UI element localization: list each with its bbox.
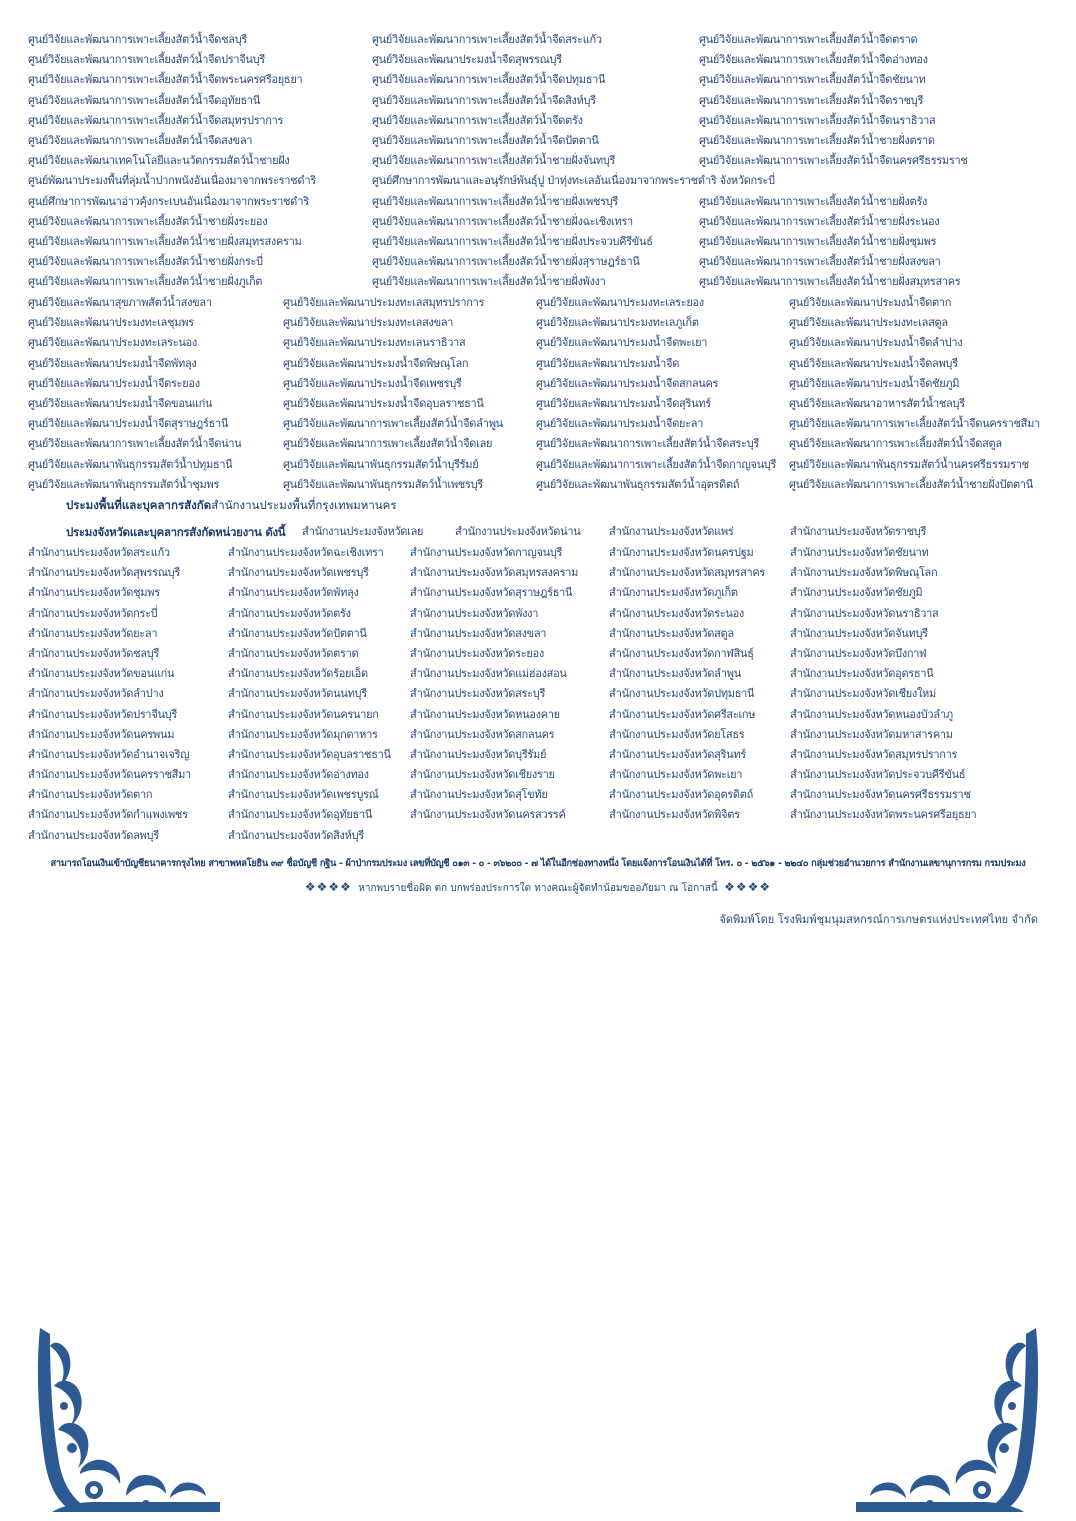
- list-item: สำนักงานประมงจังหวัดชัยนาท: [790, 546, 929, 559]
- table-row: [0, 70, 1076, 90]
- list-item: สำนักงานประมงจังหวัดอ่างทอง: [228, 768, 369, 782]
- list-item: สำนักงานประมงจังหวัดสุพรรณบุรี: [28, 566, 180, 580]
- list-item: ศูนย์วิจัยและพัฒนาประมงน้ำจืดชัยภูมิ: [789, 376, 960, 390]
- table-row: [0, 192, 1076, 212]
- list-item: ศูนย์วิจัยและพัฒนาการเพาะเลี้ยงสัตว์น้ำชายฝั่งสมุทรสงคราม: [28, 234, 302, 248]
- list-item: ศูนย์วิจัยและพัฒนาประมงน้ำจืดสุราษฎร์ธานี: [28, 417, 229, 431]
- list-item: ศูนย์วิจัยและพัฒนาประมงน้ำจืดยะลา: [536, 417, 704, 431]
- list-item: สำนักงานประมงจังหวัดสกลนคร: [410, 727, 555, 741]
- list-item: ศูนย์วิจัยและพัฒนาการเพาะเลี้ยงสัตว์น้ำชายฝั่งสุราษฎร์ธานี: [372, 255, 640, 269]
- list-item: สำนักงานประมงจังหวัดตราด: [228, 646, 359, 660]
- list-item: สำนักงานประมงจังหวัดเชียงราย: [410, 768, 555, 782]
- list-item: ศูนย์วิจัยและพัฒนาการเพาะเลี้ยงสัตว์น้ำจืดพระนครศรีอยุธยา: [28, 73, 303, 87]
- list-item: สำนักงานประมงจังหวัดหนองคาย: [410, 707, 560, 721]
- list-item: ศูนย์วิจัยและพัฒนาการเพาะเลี้ยงสัตว์น้ำชายฝั่งสงขลา: [699, 255, 941, 269]
- table-row: [0, 151, 1076, 171]
- list-item: สำนักงานประมงจังหวัดจันทบุรี: [790, 626, 928, 640]
- table-row: [0, 414, 1076, 434]
- list-item: สำนักงานประมงจังหวัดเพชรบูรณ์: [228, 788, 379, 802]
- list-item: สำนักงานประมงจังหวัดบุรีรัมย์: [410, 747, 547, 761]
- list-item: สำนักงานประมงจังหวัดหนองบัวลำภู: [790, 707, 953, 721]
- list-item: ศูนย์วิจัยและพัฒนาการเพาะเลี้ยงสัตว์น้ำชายฝั่งชุมพร: [699, 234, 937, 248]
- list-item: ศูนย์วิจัยและพัฒนาการเพาะเลี้ยงสัตว์น้ำจืดสงขลา: [28, 133, 253, 147]
- list-item: สำนักงานประมงจังหวัดสมุทรปราการ: [790, 747, 958, 761]
- list-item: ศูนย์วิจัยและพัฒนาการเพาะเลี้ยงสัตว์น้ำชายฝั่งระยอง: [28, 214, 268, 228]
- list-item: ศูนย์วิจัยและพัฒนาการเพาะเลี้ยงสัตว์น้ำชายฝั่งกระบี่: [28, 255, 263, 269]
- table-row: [0, 475, 1076, 495]
- table-row: [0, 252, 1076, 272]
- list-item: สำนักงานประมงจังหวัดพะเยา: [609, 768, 743, 782]
- corner-ornament-left-icon: [34, 1326, 224, 1516]
- list-item: ศูนย์วิจัยและพัฒนาประมงทะเลสงขลา: [283, 316, 454, 330]
- list-item: สำนักงานประมงจังหวัดนครสวรรค์: [410, 808, 566, 822]
- table-row: [0, 434, 1076, 454]
- list-item: สำนักงานประมงจังหวัดพระนครศรีอยุธยา: [790, 808, 977, 822]
- list-item: สำนักงานประมงจังหวัดสุราษฎร์ธานี: [410, 586, 573, 600]
- list-item: สำนักงานประมงจังหวัดระยอง: [410, 646, 544, 660]
- list-item: ศูนย์วิจัยและพัฒนาการเพาะเลี้ยงสัตว์น้ำจืดสระบุรี: [536, 437, 760, 451]
- list-item: สำนักงานประมงจังหวัดปราจีนบุรี: [28, 707, 177, 721]
- table-row: [0, 604, 1076, 624]
- list-item: สำนักงานประมงจังหวัดเลย: [302, 525, 424, 538]
- list-item: ศูนย์วิจัยและพัฒนาประมงน้ำจืดเพชรบุรี: [283, 376, 462, 390]
- corner-ornament-right-icon: [852, 1326, 1042, 1516]
- list-item: สำนักงานประมงจังหวัดมุกดาหาร: [228, 727, 378, 741]
- table-row: [0, 111, 1076, 131]
- table-row: [0, 745, 1076, 765]
- list-item: ศูนย์วิจัยและพัฒนาประมงทะเลระนอง: [28, 336, 197, 350]
- list-item: ศูนย์วิจัยและพัฒนาการเพาะเลี้ยงสัตว์น้ำจืดปราจีนบุรี: [28, 53, 265, 67]
- list-item: ศูนย์วิจัยและพัฒนาการเพาะเลี้ยงสัตว์น้ำชายฝั่งสมุทรสาคร: [699, 275, 961, 289]
- list-item: ศูนย์วิจัยและพัฒนาการเพาะเลี้ยงสัตว์น้ำจืดชัยนาท: [699, 73, 926, 87]
- table-row: [0, 131, 1076, 151]
- list-item: สำนักงานประมงจังหวัดนครนายก: [228, 707, 379, 721]
- list-item: ศูนย์วิจัยและพัฒนาประมงทะเลสมุทรปราการ: [283, 296, 485, 309]
- table-row: [0, 212, 1076, 232]
- list-item: ศูนย์วิจัยและพัฒนาการเพาะเลี้ยงสัตว์น้ำชายฝั่งประจวบคีรีขันธ์: [372, 234, 653, 248]
- list-item: ศูนย์วิจัยและพัฒนาประมงน้ำจืดตาก: [789, 296, 952, 309]
- list-item: สำนักงานประมงจังหวัดบึงกาฬ: [790, 646, 927, 660]
- table-row: [0, 705, 1076, 725]
- list-item: ศูนย์ศึกษาการพัฒนาอ่าวคุ้งกระเบนอันเนื่องมาจากพระราชดำริ: [28, 194, 309, 208]
- table-row: [0, 765, 1076, 785]
- list-item: สำนักงานประมงจังหวัดแพร่: [609, 525, 734, 538]
- list-item: สำนักงานประมงจังหวัดขอนแก่น: [28, 667, 175, 681]
- table-row: [0, 333, 1076, 353]
- provincial-heading-row: [0, 522, 1076, 542]
- table-row: [0, 374, 1076, 394]
- list-item: ศูนย์วิจัยและพัฒนาการเพาะเลี้ยงสัตว์น้ำชายฝั่งปัตตานี: [789, 477, 1033, 491]
- list-item: ศูนย์วิจัยและพัฒนาการเพาะเลี้ยงสัตว์น้ำจืดเลย: [283, 437, 493, 451]
- list-item: ศูนย์วิจัยและพัฒนาการเพาะเลี้ยงสัตว์น้ำจืดสิงห์บุรี: [372, 93, 596, 107]
- list-item: ศูนย์วิจัยและพัฒนาการเพาะเลี้ยงสัตว์น้ำจืดราชบุรี: [699, 93, 924, 107]
- list-item: ศูนย์วิจัยและพัฒนาการเพาะเลี้ยงสัตว์น้ำจืดสระแก้ว: [372, 33, 602, 46]
- table-row: [0, 272, 1076, 292]
- list-item: ศูนย์วิจัยและพัฒนาการเพาะเลี้ยงสัตว์น้ำจืดนราธิวาส: [699, 113, 936, 127]
- list-item: สำนักงานประมงจังหวัดเพชรบุรี: [228, 566, 369, 580]
- list-item: สำนักงานประมงจังหวัดนครศรีธรรมราช: [790, 788, 971, 802]
- list-item: ศูนย์วิจัยและพัฒนาการเพาะเลี้ยงสัตว์น้ำจืดน่าน: [28, 437, 242, 451]
- list-item: สำนักงานประมงจังหวัดเชียงใหม่: [790, 687, 936, 701]
- list-item: ศูนย์วิจัยและพัฒนาการเพาะเลี้ยงสัตว์น้ำชายฝั่งตรัง: [699, 194, 928, 208]
- stars-right: ❖❖❖❖: [724, 880, 772, 894]
- table-row: [0, 725, 1076, 745]
- list-item: สำนักงานประมงจังหวัดสุโขทัย: [410, 788, 548, 802]
- list-item: ศูนย์วิจัยและพัฒนาพันธุกรรมสัตว์น้ำเพชรบุรี: [283, 477, 483, 491]
- table-row: [0, 826, 1076, 846]
- apology-text: หากพบรายชื่อผิด ตก บกพร่องประการใด ทางคณะผู้จัดทำน้อมขออภัยมา ณ โอกาสนี้: [358, 883, 718, 894]
- list-item: ศูนย์วิจัยและพัฒนาการเพาะเลี้ยงสัตว์น้ำจืดตราด: [699, 33, 918, 46]
- list-item: สำนักงานประมงจังหวัดนครปฐม: [609, 546, 754, 559]
- list-item: ศูนย์วิจัยและพัฒนาการเพาะเลี้ยงสัตว์น้ำจืดนครราชสีมา: [789, 417, 1040, 431]
- list-item: สำนักงานประมงจังหวัดพิจิตร: [609, 808, 740, 822]
- list-item: สำนักงานประมงจังหวัดร้อยเอ็ด: [228, 667, 368, 681]
- table-row: [0, 624, 1076, 644]
- printed-by: จัดพิมพ์โดย โรงพิมพ์ชุมนุมสหกรณ์การเกษตรแห่งประเทศไทย จำกัด: [719, 913, 1038, 926]
- list-item: สำนักงานประมงจังหวัดปัตตานี: [228, 626, 367, 640]
- list-item: ศูนย์วิจัยและพัฒนาประมงน้ำจืด: [536, 356, 680, 370]
- table-row: [0, 583, 1076, 603]
- list-item: สำนักงานประมงจังหวัดศรีสะเกษ: [609, 707, 756, 721]
- list-item: ศูนย์วิจัยและพัฒนาเทคโนโลยีและนวัตกรรมสัตว์น้ำชายฝั่ง: [28, 154, 290, 168]
- table-row: [0, 394, 1076, 414]
- list-item: ศูนย์วิจัยและพัฒนาอาหารสัตว์น้ำชลบุรี: [789, 396, 965, 410]
- list-item: ศูนย์วิจัยและพัฒนาสุขภาพสัตว์น้ำสงขลา: [28, 296, 212, 309]
- list-item: สำนักงานประมงจังหวัดลพบุรี: [28, 828, 159, 842]
- list-item: สำนักงานประมงจังหวัดอุตรดิตถ์: [609, 788, 753, 802]
- list-item: สำนักงานประมงจังหวัดนราธิวาส: [790, 606, 939, 620]
- list-item: สำนักงานประมงจังหวัดสุรินทร์: [609, 747, 746, 761]
- list-item: ศูนย์วิจัยและพัฒนาประมงน้ำจืดสุพรรณบุรี: [372, 53, 562, 67]
- table-row: [0, 50, 1076, 70]
- list-item: ศูนย์พัฒนาประมงพื้นที่ลุ่มน้ำปากพนังอันเนื่องมาจากพระราชดำริ: [28, 174, 316, 188]
- apology-note: [0, 880, 1076, 896]
- list-item: สำนักงานประมงจังหวัดฉะเชิงเทรา: [228, 546, 384, 559]
- list-item: สำนักงานประมงจังหวัดชัยภูมิ: [790, 586, 923, 600]
- table-row: [0, 684, 1076, 704]
- list-item: สำนักงานประมงจังหวัดประจวบคีรีขันธ์: [790, 768, 966, 782]
- list-item: สำนักงานประมงจังหวัดชลบุรี: [28, 646, 160, 660]
- list-item: สำนักงานประมงจังหวัดน่าน: [455, 525, 581, 538]
- list-item: สำนักงานประมงจังหวัดสิงห์บุรี: [228, 828, 364, 842]
- list-item: ศูนย์วิจัยและพัฒนาประมงน้ำจืดอุบลราชธานี: [283, 396, 484, 410]
- list-item: ศูนย์วิจัยและพัฒนาการเพาะเลี้ยงสัตว์น้ำจืดตรัง: [372, 113, 583, 127]
- list-item: ศูนย์วิจัยและพัฒนาการเพาะเลี้ยงสัตว์น้ำชายฝั่งจันทบุรี: [372, 154, 616, 168]
- list-item: ศูนย์วิจัยและพัฒนาการเพาะเลี้ยงสัตว์น้ำจืดชลบุรี: [28, 33, 248, 46]
- list-item: สำนักงานประมงจังหวัดสมุทรสงคราม: [410, 566, 579, 580]
- list-item: สำนักงานประมงจังหวัดนนทบุรี: [228, 687, 367, 701]
- table-row: [0, 543, 1076, 563]
- table-row: [0, 805, 1076, 825]
- table-row: [0, 232, 1076, 252]
- list-item: สำนักงานประมงจังหวัดสตูล: [609, 626, 734, 640]
- list-item: ศูนย์วิจัยและพัฒนาการเพาะเลี้ยงสัตว์น้ำจืดลำพูน: [283, 417, 503, 431]
- list-item: สำนักงานประมงจังหวัดยโสธร: [609, 727, 745, 741]
- table-row: [0, 563, 1076, 583]
- list-item: ศูนย์วิจัยและพัฒนาพันธุกรรมสัตว์น้ำอุตรดิตถ์: [536, 477, 740, 491]
- list-item: สำนักงานประมงจังหวัดนครพนม: [28, 727, 175, 741]
- list-item: ศูนย์วิจัยและพัฒนาประมงทะเลนราธิวาส: [283, 336, 466, 350]
- list-item: ศูนย์วิจัยและพัฒนาพันธุกรรมสัตว์น้ำชุมพร: [28, 477, 220, 491]
- list-item: ศูนย์วิจัยและพัฒนาประมงน้ำจืดพิษณุโลก: [283, 356, 469, 370]
- table-row: [0, 293, 1076, 313]
- list-item: สำนักงานประมงจังหวัดสงขลา: [410, 626, 547, 640]
- list-item: สำนักงานประมงจังหวัดกาฬสินธุ์: [609, 646, 754, 660]
- list-item: ศูนย์วิจัยและพัฒนาพันธุกรรมสัตว์น้ำปทุมธานี: [28, 457, 233, 471]
- list-item: ศูนย์วิจัยและพัฒนาการเพาะเลี้ยงสัตว์น้ำจืดสมุทรปราการ: [28, 113, 284, 127]
- list-item: สำนักงานประมงจังหวัดระนอง: [609, 606, 744, 620]
- table-row: [0, 354, 1076, 374]
- provincial-heading: ประมงจังหวัดและบุคลากรสังกัดหน่วยงาน ดังนี้: [66, 525, 286, 539]
- list-item: ศูนย์วิจัยและพัฒนาประมงน้ำจืดลพบุรี: [789, 356, 958, 370]
- list-item: สำนักงานประมงจังหวัดอุบลราชธานี: [228, 747, 391, 761]
- table-row: [0, 664, 1076, 684]
- list-item: สำนักงานประมงจังหวัดตรัง: [228, 606, 351, 620]
- provincial-offices-list: [0, 543, 1076, 846]
- list-item: ศูนย์วิจัยและพัฒนาประมงทะเลภูเก็ต: [536, 316, 699, 330]
- list-item: สำนักงานประมงจังหวัดปทุมธานี: [609, 687, 755, 701]
- list-item: ศูนย์วิจัยและพัฒนาประมงทะเลชุมพร: [28, 316, 194, 330]
- list-item: ศูนย์วิจัยและพัฒนาการเพาะเลี้ยงสัตว์น้ำจืดอ่างทอง: [699, 53, 928, 67]
- list-item: ศูนย์วิจัยและพัฒนาประมงน้ำจืดขอนแก่น: [28, 396, 213, 410]
- list-item: ศูนย์วิจัยและพัฒนาประมงน้ำจืดสุรินทร์: [536, 396, 711, 410]
- list-item: สำนักงานประมงจังหวัดสระบุรี: [410, 687, 546, 701]
- list-item: สำนักงานประมงจังหวัดกระบี่: [28, 606, 158, 620]
- list-item: สำนักงานประมงจังหวัดลำปาง: [28, 687, 164, 701]
- list-item: ศูนย์วิจัยและพัฒนาการเพาะเลี้ยงสัตว์น้ำชายฝั่งภูเก็ต: [28, 275, 263, 289]
- list-item: ศูนย์วิจัยและพัฒนาการเพาะเลี้ยงสัตว์น้ำชายฝั่งฉะเชิงเทรา: [372, 214, 633, 228]
- table-row: [0, 30, 1076, 50]
- list-item: ศูนย์วิจัยและพัฒนาประมงน้ำจืดลำปาง: [789, 336, 963, 350]
- list-item: ศูนย์วิจัยและพัฒนาการเพาะเลี้ยงสัตว์น้ำจืดปัตตานี: [372, 133, 599, 147]
- list-item: สำนักงานประมงจังหวัดอำนาจเจริญ: [28, 747, 190, 761]
- list-item: สำนักงานประมงจังหวัดกำแพงเพชร: [28, 808, 188, 822]
- list-item: ศูนย์วิจัยและพัฒนาพันธุกรรมสัตว์น้ำบุรีรัมย์: [283, 457, 479, 471]
- table-row: [0, 785, 1076, 805]
- list-item: ศูนย์วิจัยและพัฒนาการเพาะเลี้ยงสัตว์น้ำจืดอุทัยธานี: [28, 93, 261, 107]
- list-item: สำนักงานประมงจังหวัดมหาสารคาม: [790, 727, 953, 741]
- list-item: ศูนย์วิจัยและพัฒนาประมงทะเลสตูล: [789, 316, 948, 330]
- list-item: สำนักงานประมงจังหวัดตาก: [28, 788, 153, 802]
- list-item: ศูนย์ศึกษาการพัฒนาและอนุรักษ์พันธุ์ปู ป่าทุ่งทะเลอันเนื่องมาจากพระราชดำริ จังหวัดกระบี่: [372, 174, 775, 188]
- list-item: สำนักงานประมงจังหวัดอุทัยธานี: [228, 808, 373, 822]
- bangkok-section: [66, 497, 397, 515]
- list-item: ศูนย์วิจัยและพัฒนาการเพาะเลี้ยงสัตว์น้ำชายฝั่งพังงา: [372, 275, 606, 289]
- research-centers-4col-list: [0, 293, 1076, 495]
- list-item: ศูนย์วิจัยและพัฒนาประมงน้ำจืดระยอง: [28, 376, 200, 390]
- stars-left: ❖❖❖❖: [304, 880, 352, 894]
- list-item: สำนักงานประมงจังหวัดสระแก้ว: [28, 546, 170, 559]
- donation-info: สามารถโอนเงินเข้าบัญชีธนาคารกรุงไทย สาขาพหลโยธิน ๓๙ ชื่อบัญชี กฐิน - ผ้าป่ากรมประมง เลขที่บัญชี ๐๑๓ - ๐ - ๓๖๒๐๐ - ๗ ได้ในอีกช่องทางหนึ่ง โดยแจ้งการโอนเงินได้ที่ โทร. ๐ - ๒๕๖๑ - ๒๒๔๐ กลุ่มช่วยอำนวยการ สำนักงานเลขานุการกรม กรมประมง: [50, 858, 1026, 869]
- list-item: ศูนย์วิจัยและพัฒนาประมงน้ำจืดพัทลุง: [28, 356, 197, 370]
- list-item: สำนักงานประมงจังหวัดอุดรธานี: [790, 667, 934, 681]
- list-item: ศูนย์วิจัยและพัฒนาการเพาะเลี้ยงสัตว์น้ำชายฝั่งเพชรบุรี: [372, 194, 619, 208]
- bangkok-heading: ประมงพื้นที่และบุคลากรสังกัด: [66, 498, 212, 512]
- list-item: ศูนย์วิจัยและพัฒนาการเพาะเลี้ยงสัตว์น้ำชายฝั่งระนอง: [699, 214, 940, 228]
- list-item: สำนักงานประมงจังหวัดนครราชสีมา: [28, 768, 191, 782]
- table-row: [0, 455, 1076, 475]
- list-item: สำนักงานประมงจังหวัดภูเก็ต: [609, 586, 738, 600]
- list-item: ศูนย์วิจัยและพัฒนาประมงทะเลระยอง: [536, 296, 704, 309]
- bangkok-office: สำนักงานประมงพื้นที่กรุงเทพมหานคร: [211, 498, 397, 512]
- list-item: สำนักงานประมงจังหวัดชุมพร: [28, 586, 160, 600]
- list-item: สำนักงานประมงจังหวัดยะลา: [28, 626, 158, 640]
- list-item: ศูนย์วิจัยและพัฒนาพันธุกรรมสัตว์น้ำนครศรีธรรมราช: [789, 457, 1029, 471]
- research-centers-3col-list: [0, 30, 1076, 292]
- list-item: สำนักงานประมงจังหวัดลำพูน: [609, 667, 741, 681]
- list-item: ศูนย์วิจัยและพัฒนาการเพาะเลี้ยงสัตว์น้ำจืดกาญจนบุรี: [536, 457, 777, 471]
- list-item: ศูนย์วิจัยและพัฒนาประมงน้ำจืดสกลนคร: [536, 376, 719, 390]
- list-item: ศูนย์วิจัยและพัฒนาการเพาะเลี้ยงสัตว์น้ำชายฝั่งตราด: [699, 133, 935, 147]
- list-item: ศูนย์วิจัยและพัฒนาการเพาะเลี้ยงสัตว์น้ำจืดสตูล: [789, 437, 1002, 451]
- list-item: สำนักงานประมงจังหวัดราชบุรี: [790, 525, 927, 538]
- list-item: สำนักงานประมงจังหวัดพิษณุโลก: [790, 566, 938, 580]
- list-item: ศูนย์วิจัยและพัฒนาประมงน้ำจืดพะเยา: [536, 336, 708, 350]
- list-item: สำนักงานประมงจังหวัดกาญจนบุรี: [410, 546, 563, 559]
- table-row: [0, 91, 1076, 111]
- list-item: สำนักงานประมงจังหวัดพังงา: [410, 606, 539, 620]
- table-row: [0, 171, 1076, 191]
- list-item: สำนักงานประมงจังหวัดพัทลุง: [228, 586, 359, 600]
- list-item: สำนักงานประมงจังหวัดสมุทรสาคร: [609, 566, 766, 580]
- table-row: [0, 644, 1076, 664]
- list-item: ศูนย์วิจัยและพัฒนาการเพาะเลี้ยงสัตว์น้ำจืดนครศรีธรรมราช: [699, 154, 968, 168]
- list-item: สำนักงานประมงจังหวัดแม่ฮ่องสอน: [410, 667, 567, 681]
- table-row: [0, 313, 1076, 333]
- list-item: ศูนย์วิจัยและพัฒนาการเพาะเลี้ยงสัตว์น้ำจืดปทุมธานี: [372, 73, 606, 87]
